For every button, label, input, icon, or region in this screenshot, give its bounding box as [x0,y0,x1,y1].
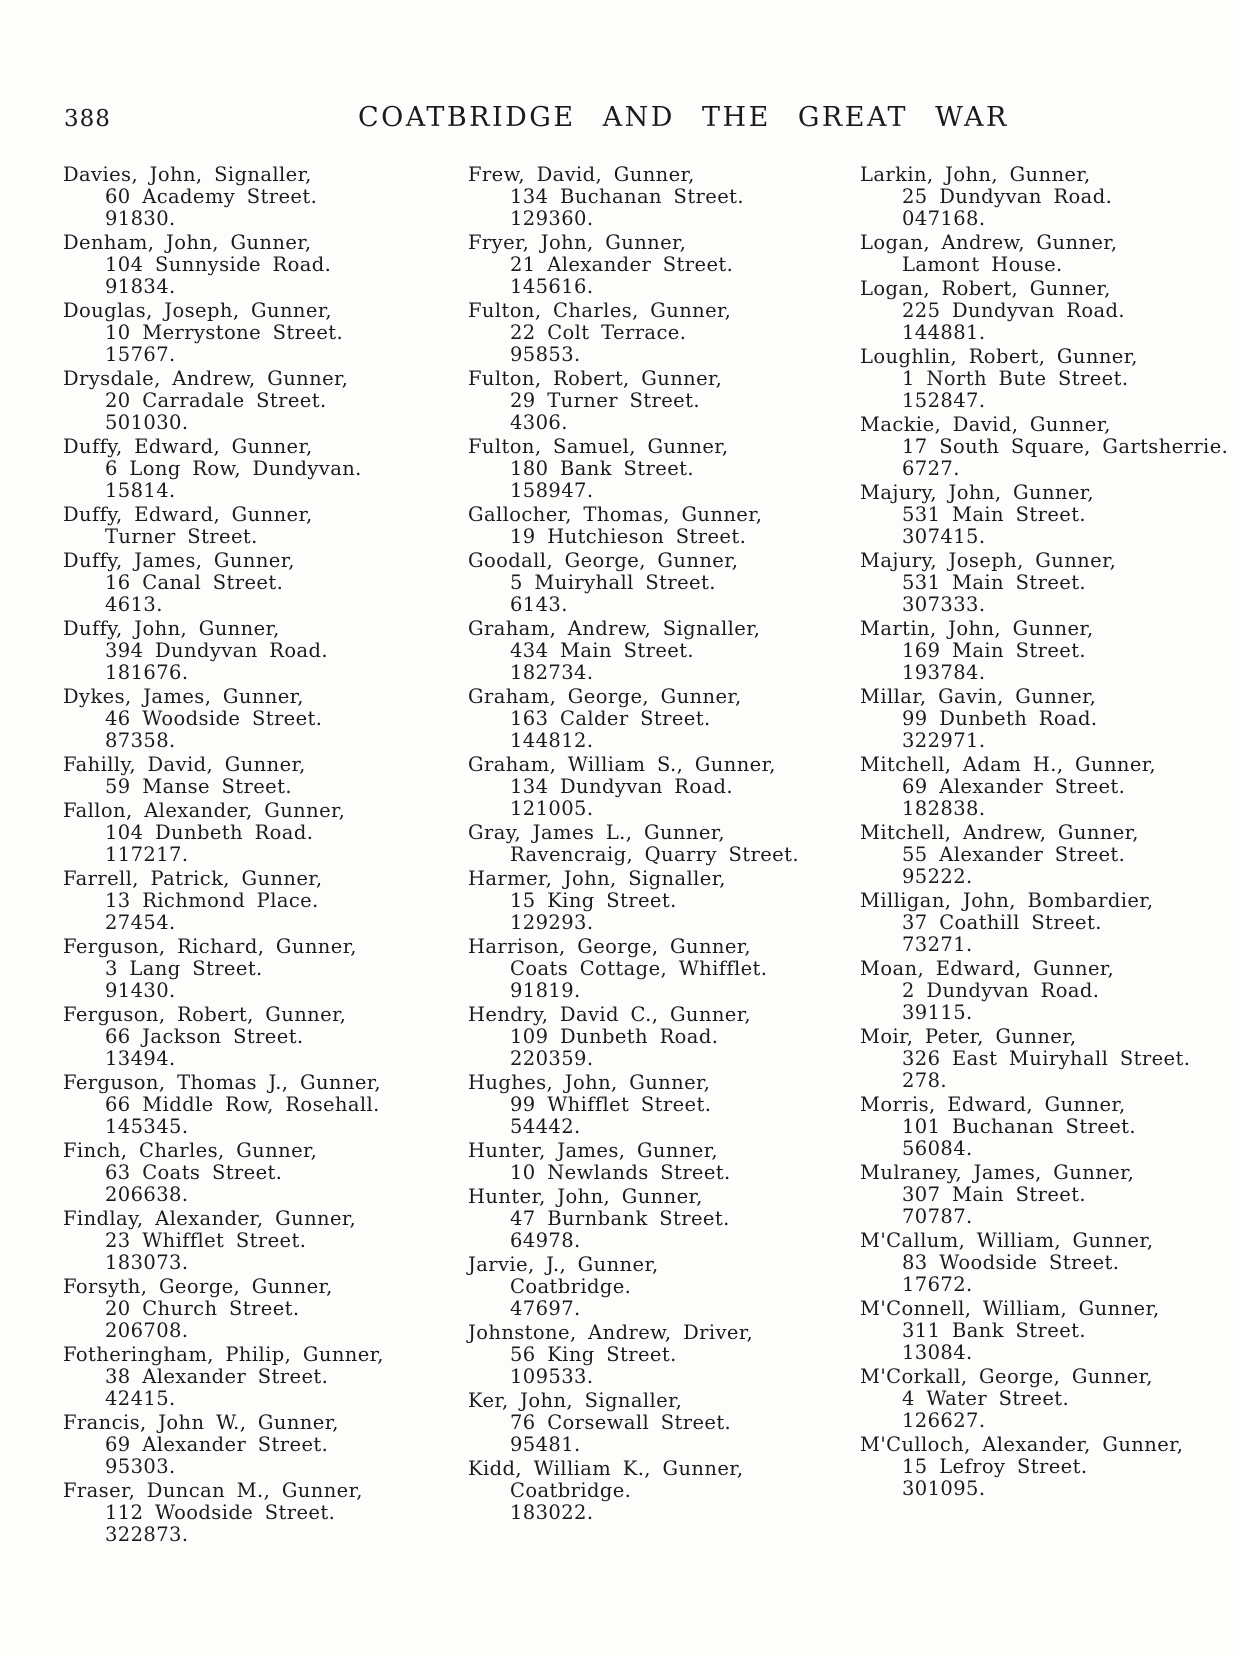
roll-entry [860,1026,1240,1092]
entry-name: Logan, Andrew, Gunner, [860,231,1118,254]
entry-name: Ker, John, Signaller, [468,1389,683,1412]
roll-entry [860,686,1240,752]
roll-entry [468,504,860,548]
entry-address: 23 Whifflet Street. [105,1229,307,1252]
entry-service-number: 183022. [510,1501,594,1524]
entry-service-number: 95303. [105,1455,176,1478]
entry-name: Jarvie, J., Gunner, [468,1253,659,1276]
entry-name: Ferguson, Robert, Gunner, [63,1003,347,1026]
entry-service-number: 182838. [902,797,986,820]
entry-name: Douglas, Joseph, Gunner, [63,299,332,322]
entry-address: 19 Hutchieson Street. [510,525,747,548]
entry-name: Mitchell, Adam H., Gunner, [860,753,1156,776]
entry-address: 20 Carradale Street. [105,389,327,412]
entry-name: Majury, Joseph, Gunner, [860,549,1117,572]
entry-service-number: 64978. [510,1229,581,1252]
roll-entry [468,1072,860,1138]
page-number: 388 [64,106,111,132]
roll-entry [468,1322,860,1388]
entry-service-number: 322971. [902,729,986,752]
entry-service-number: 91834. [105,275,176,298]
entry-address: 6 Long Row, Dundyvan. [105,457,362,480]
entry-address: 66 Jackson Street. [105,1025,304,1048]
entry-service-number: 87358. [105,729,176,752]
entry-service-number: 307415. [902,525,986,548]
entry-address: 76 Corsewall Street. [510,1411,732,1434]
entry-address: Coatbridge. [510,1479,632,1502]
entry-service-number: 95853. [510,343,581,366]
roll-entry [63,754,468,798]
entry-name: M'Corkall, George, Gunner, [860,1365,1153,1388]
entry-name: Fraser, Duncan M., Gunner, [63,1479,363,1502]
roll-entry [860,754,1240,820]
roll-entry [860,232,1240,276]
entry-address: 22 Colt Terrace. [510,321,687,344]
entry-service-number: 95481. [510,1433,581,1456]
entry-name: Fulton, Robert, Gunner, [468,367,723,390]
roll-entry [860,1162,1240,1228]
entry-service-number: 129293. [510,911,594,934]
entry-address: 134 Dundyvan Road. [510,775,733,798]
entry-name: Drysdale, Andrew, Gunner, [63,367,349,390]
entry-name: Duffy, Edward, Gunner, [63,503,313,526]
entry-service-number: 126627. [902,1409,986,1432]
entry-service-number: 182734. [510,661,594,684]
roll-entry [468,618,860,684]
entry-name: Farrell, Patrick, Gunner, [63,867,323,890]
entry-service-number: 322873. [105,1523,189,1546]
entry-service-number: 220359. [510,1047,594,1070]
entry-address: 134 Buchanan Street. [510,185,744,208]
entry-service-number: 4613. [105,593,163,616]
roll-entry [860,1298,1240,1364]
entry-address: 307 Main Street. [902,1183,1087,1206]
entry-service-number: 181676. [105,661,189,684]
entry-service-number: 95222. [902,865,973,888]
roll-entry [468,1458,860,1524]
roll-entry [63,800,468,866]
entry-address: 17 South Square, Gartsherrie. [902,435,1229,458]
roll-entry [860,1230,1240,1296]
roll-entry [63,504,468,548]
entry-name: Goodall, George, Gunner, [468,549,739,572]
entry-name: Johnstone, Andrew, Driver, [468,1321,754,1344]
roll-entry [468,1186,860,1252]
entry-address: 104 Sunnyside Road. [105,253,332,276]
entry-name: Hunter, John, Gunner, [468,1185,703,1208]
entry-name: Duffy, Edward, Gunner, [63,435,313,458]
roll-entry [860,346,1240,412]
entry-address: 104 Dunbeth Road. [105,821,314,844]
entry-name: Fahilly, David, Gunner, [63,753,306,776]
entry-name: Milligan, John, Bombardier, [860,889,1154,912]
entry-name: Mitchell, Andrew, Gunner, [860,821,1139,844]
entry-name: M'Callum, William, Gunner, [860,1229,1154,1252]
entry-name: Loughlin, Robert, Gunner, [860,345,1138,368]
entry-address: 15 King Street. [510,889,677,912]
entry-name: Fulton, Samuel, Gunner, [468,435,729,458]
entry-name: Davies, John, Signaller, [63,163,312,186]
roll-entry [63,618,468,684]
entry-name: Hendry, David C., Gunner, [468,1003,751,1026]
entry-service-number: 4306. [510,411,568,434]
entry-address: 59 Manse Street. [105,775,292,798]
entry-address: Coats Cottage, Whifflet. [510,957,768,980]
entry-name: M'Connell, William, Gunner, [860,1297,1160,1320]
entry-address: 5 Muiryhall Street. [510,571,716,594]
entry-service-number: 42415. [105,1387,176,1410]
entry-service-number: 278. [902,1069,948,1092]
entry-address: 394 Dundyvan Road. [105,639,328,662]
entry-address: 69 Alexander Street. [105,1433,329,1456]
entry-service-number: 501030. [105,411,189,434]
roll-entry [468,1390,860,1456]
entry-service-number: 91430. [105,979,176,1002]
entry-address: 69 Alexander Street. [902,775,1126,798]
entry-service-number: 307333. [902,593,986,616]
entry-address: 37 Coathill Street. [902,911,1102,934]
roll-entry [468,550,860,616]
roll-entry [860,414,1240,480]
entry-name: Harrison, George, Gunner, [468,935,751,958]
roll-entry [63,1072,468,1138]
entry-address: 101 Buchanan Street. [902,1115,1136,1138]
entry-service-number: 13494. [105,1047,176,1070]
entry-name: Francis, John W., Gunner, [63,1411,339,1434]
roll-entry [63,436,468,502]
roll-entry [860,890,1240,956]
roll-entry [63,686,468,752]
page-header [0,0,1240,150]
entry-service-number: 54442. [510,1115,581,1138]
roll-entry [860,618,1240,684]
entry-service-number: 183073. [105,1251,189,1274]
entry-address: 531 Main Street. [902,503,1087,526]
roll-entry [63,368,468,434]
entry-service-number: 15814. [105,479,176,502]
entry-address: 47 Burnbank Street. [510,1207,730,1230]
entry-name: Morris, Edward, Gunner, [860,1093,1126,1116]
entry-address: 1 North Bute Street. [902,367,1129,390]
entry-service-number: 91830. [105,207,176,230]
entry-name: Fryer, John, Gunner, [468,231,687,254]
entry-name: Gallocher, Thomas, Gunner, [468,503,763,526]
entry-address: 60 Academy Street. [105,185,318,208]
entry-name: Graham, William S., Gunner, [468,753,776,776]
roll-entry [468,1004,860,1070]
entry-name: Ferguson, Richard, Gunner, [63,935,357,958]
entry-address: 112 Woodside Street. [105,1501,336,1524]
entry-name: Findlay, Alexander, Gunner, [63,1207,357,1230]
entry-service-number: 6143. [510,593,568,616]
entry-service-number: 144881. [902,321,986,344]
roll-entry [860,1434,1240,1500]
roll-entry [63,1140,468,1206]
entry-service-number: 13084. [902,1341,973,1364]
entry-service-number: 117217. [105,843,189,866]
entry-service-number: 144812. [510,729,594,752]
entry-service-number: 145616. [510,275,594,298]
entry-service-number: 39115. [902,1001,973,1024]
entry-address: 25 Dundyvan Road. [902,185,1113,208]
roll-entry [63,1344,468,1410]
roll-entry [860,1366,1240,1432]
entry-service-number: 70787. [902,1205,973,1228]
entry-name: Fotheringham, Philip, Gunner, [63,1343,384,1366]
entry-address: 180 Bank Street. [510,457,694,480]
roll-entry [860,822,1240,888]
entry-address: 20 Church Street. [105,1297,300,1320]
roll-entry [468,868,860,934]
roll-entry [63,164,468,230]
entry-service-number: 152847. [902,389,986,412]
roll-entry [468,936,860,1002]
entry-name: Mackie, David, Gunner, [860,413,1111,436]
entry-name: Gray, James L., Gunner, [468,821,725,844]
entry-address: 63 Coats Street. [105,1161,283,1184]
entry-address: 66 Middle Row, Rosehall. [105,1093,380,1116]
entry-service-number: 206708. [105,1319,189,1342]
entry-address: 109 Dunbeth Road. [510,1025,719,1048]
entry-name: Millar, Gavin, Gunner, [860,685,1097,708]
entry-name: Hunter, James, Gunner, [468,1139,718,1162]
entry-service-number: 27454. [105,911,176,934]
entry-name: Fulton, Charles, Gunner, [468,299,732,322]
roll-entry [468,686,860,752]
entry-address: 29 Turner Street. [510,389,700,412]
entry-service-number: 206638. [105,1183,189,1206]
entry-service-number: 158947. [510,479,594,502]
roll-entry [63,1412,468,1478]
entry-address: 56 King Street. [510,1343,677,1366]
entry-service-number: 15767. [105,343,176,366]
entry-name: M'Culloch, Alexander, Gunner, [860,1433,1184,1456]
entry-name: Mulraney, James, Gunner, [860,1161,1135,1184]
roll-entry [468,368,860,434]
entry-address: 531 Main Street. [902,571,1087,594]
roll-entry [63,1004,468,1070]
roll-entry [860,958,1240,1024]
entry-name: Martin, John, Gunner, [860,617,1094,640]
entry-address: 99 Dunbeth Road. [902,707,1098,730]
entry-name: Graham, Andrew, Signaller, [468,617,761,640]
roll-column-3 [860,164,1240,1548]
entry-address: 83 Woodside Street. [902,1251,1120,1274]
entry-name: Moir, Peter, Gunner, [860,1025,1077,1048]
entry-address: 46 Woodside Street. [105,707,323,730]
entry-name: Logan, Robert, Gunner, [860,277,1111,300]
roll-entry [860,550,1240,616]
entry-name: Kidd, William K., Gunner, [468,1457,744,1480]
entry-address: 2 Dundyvan Road. [902,979,1100,1002]
entry-name: Finch, Charles, Gunner, [63,1139,318,1162]
roll-entry [468,232,860,298]
entry-name: Larkin, John, Gunner, [860,163,1091,186]
entry-name: Duffy, John, Gunner, [63,617,280,640]
roll-entry [63,936,468,1002]
entry-name: Fallon, Alexander, Gunner, [63,799,346,822]
entry-name: Graham, George, Gunner, [468,685,742,708]
entry-address: 169 Main Street. [902,639,1087,662]
entry-address: 326 East Muiryhall Street. [902,1047,1191,1070]
entry-address: 21 Alexander Street. [510,253,734,276]
entry-name: Harmer, John, Signaller, [468,867,726,890]
roll-column-2 [468,164,860,1548]
entry-address: Coatbridge. [510,1275,632,1298]
roll-entry [63,1276,468,1342]
entry-service-number: 47697. [510,1297,581,1320]
entry-name: Moan, Edward, Gunner, [860,957,1115,980]
roll-entry [63,550,468,616]
entry-address: 13 Richmond Place. [105,889,319,912]
roll-columns [0,164,1240,1548]
entry-service-number: 121005. [510,797,594,820]
entry-service-number: 129360. [510,207,594,230]
entry-address: 55 Alexander Street. [902,843,1126,866]
entry-service-number: 73271. [902,933,973,956]
entry-service-number: 6727. [902,457,960,480]
roll-entry [468,1140,860,1184]
roll-entry [860,482,1240,548]
roll-entry [63,1480,468,1546]
entry-name: Dykes, James, Gunner, [63,685,304,708]
entry-name: Ferguson, Thomas J., Gunner, [63,1071,381,1094]
entry-address: 10 Newlands Street. [510,1161,731,1184]
entry-service-number: 145345. [105,1115,189,1138]
entry-name: Forsyth, George, Gunner, [63,1275,333,1298]
entry-address: 163 Calder Street. [510,707,711,730]
roll-entry [63,300,468,366]
roll-entry [468,300,860,366]
roll-entry [468,436,860,502]
entry-address: 99 Whifflet Street. [510,1093,712,1116]
entry-service-number: 91819. [510,979,581,1002]
entry-address: 4 Water Street. [902,1387,1070,1410]
roll-entry [860,1094,1240,1160]
entry-service-number: 17672. [902,1273,973,1296]
entry-service-number: 193784. [902,661,986,684]
entry-address: Ravencraig, Quarry Street. [510,843,799,866]
entry-address: 434 Main Street. [510,639,695,662]
roll-column-1 [63,164,468,1548]
roll-entry [860,164,1240,230]
entry-address: 16 Canal Street. [105,571,284,594]
entry-service-number: 301095. [902,1477,986,1500]
roll-entry [468,164,860,230]
entry-service-number: 56084. [902,1137,973,1160]
entry-address: 10 Merrystone Street. [105,321,344,344]
entry-name: Frew, David, Gunner, [468,163,695,186]
entry-service-number: 047168. [902,207,986,230]
page-title: COATBRIDGE AND THE GREAT WAR [358,102,1009,133]
entry-name: Majury, John, Gunner, [860,481,1094,504]
entry-address: 225 Dundyvan Road. [902,299,1125,322]
roll-entry [468,822,860,866]
entry-name: Hughes, John, Gunner, [468,1071,711,1094]
roll-entry [63,868,468,934]
entry-address: 311 Bank Street. [902,1319,1086,1342]
entry-address: Lamont House. [902,253,1063,276]
roll-entry [63,232,468,298]
entry-name: Duffy, James, Gunner, [63,549,295,572]
roll-entry [468,1254,860,1320]
entry-address: 15 Lefroy Street. [902,1455,1088,1478]
roll-entry [63,1208,468,1274]
entry-service-number: 109533. [510,1365,594,1388]
entry-address: 38 Alexander Street. [105,1365,329,1388]
entry-address: 3 Lang Street. [105,957,263,980]
roll-entry [860,278,1240,344]
entry-name: Denham, John, Gunner, [63,231,312,254]
roll-entry [468,754,860,820]
entry-address: Turner Street. [105,525,258,548]
